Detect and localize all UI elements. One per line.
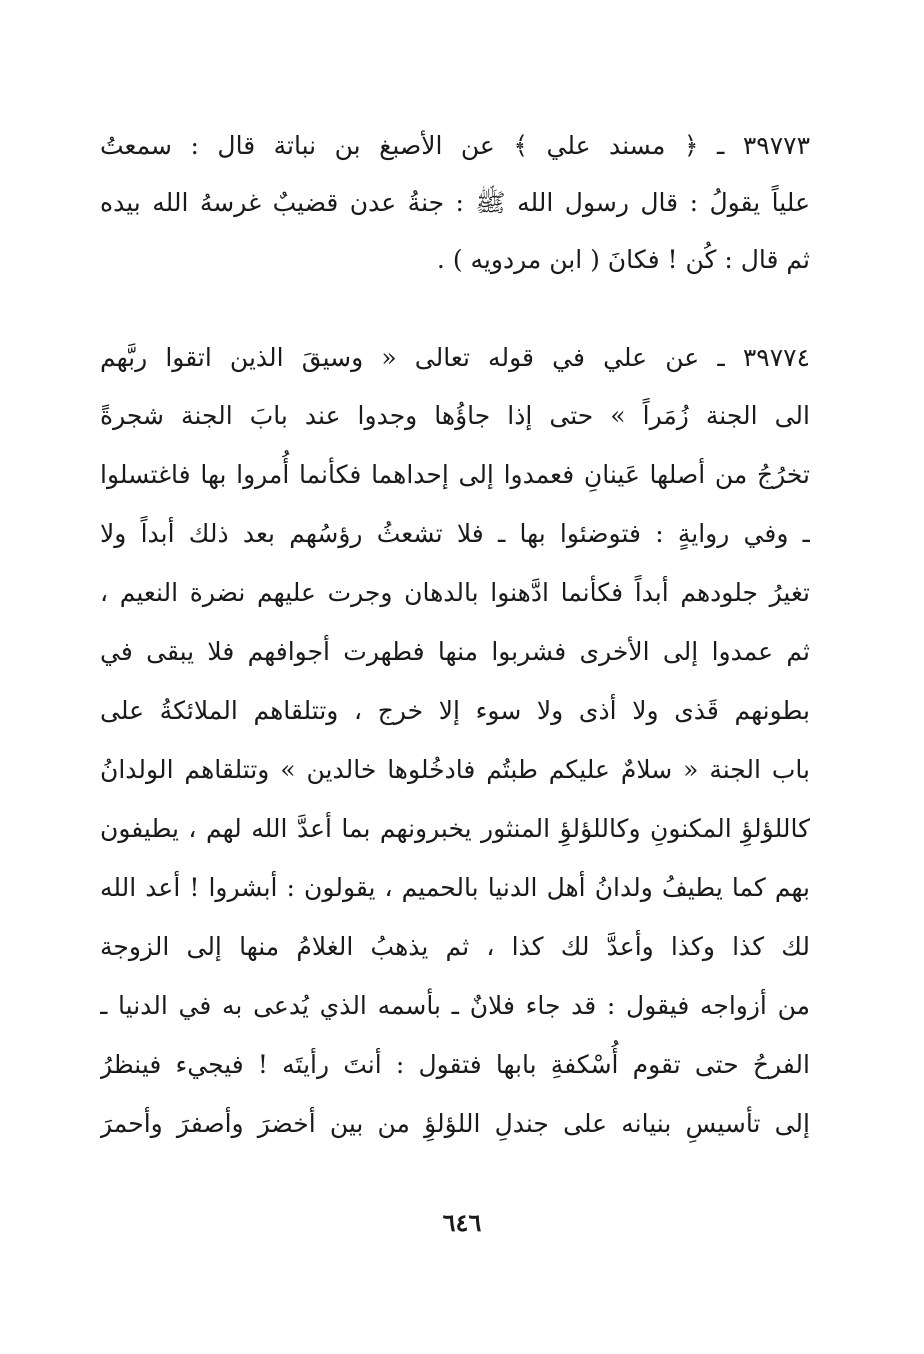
text-line: إلى تأسيسِ بنيانه على جندلِ اللؤلؤِ من بين أخضرَ وأصفرَ وأحمرَ bbox=[100, 1109, 810, 1138]
hadith-39774 bbox=[100, 328, 810, 1188]
text-line: علياً يقولُ : قال رسول الله ﷺ : جنةُ عدن قضيبٌ غرسهُ الله بيده bbox=[100, 188, 810, 217]
text-line: ٣٩٧٧٣ ـ ﴿ مسند علي ﴾ عن الأصبغ بن نباتة قال : سمعتُ bbox=[100, 131, 810, 160]
text-line: بطونهم قَذى ولا أذى ولا سوء إلا خرج ، وتتلقاهم الملائكةُ على bbox=[100, 696, 810, 725]
text-line: كاللؤلؤِ المكنونِ وكاللؤلؤِ المنثور يخبرونهم بما أعدَّ الله لهم ، يطيفون bbox=[100, 814, 810, 843]
hadith-39773 bbox=[100, 116, 810, 296]
text-line: تغيرُ جلودهم أبداً فكأنما ادَّهنوا بالدهان وجرت عليهم نضرة النعيم ، bbox=[100, 578, 810, 607]
text-line: الفرحُ حتى تقوم أُسْكفةِ بابها فتقول : أنتَ رأيتَه ! فيجيء فينظرُ bbox=[100, 1050, 810, 1079]
page-number: ٦٤٦ bbox=[442, 1208, 482, 1237]
text-line: ثم قال : كُن ! فكانَ ( ابن مردويه ) . bbox=[436, 245, 810, 274]
text-line: ـ وفي روايةٍ : فتوضئوا بها ـ فلا تشعثُ رؤسُهم بعد ذلك أبداً ولا bbox=[100, 519, 810, 548]
text-line: لك كذا وكذا وأعدَّ لك كذا ، ثم يذهبُ الغلامُ منها إلى الزوجة bbox=[100, 932, 810, 961]
text-line: بهم كما يطيفُ ولدانُ أهل الدنيا بالحميم ، يقولون : أبشروا ! أعد الله bbox=[100, 873, 810, 902]
text-line: من أزواجه فيقول : قد جاء فلانٌ ـ بأسمه الذي يُدعى به في الدنيا ـ bbox=[100, 991, 810, 1020]
text-line: تخرُجُ من أصلها عَينانِ فعمدوا إلى إحداهما فكأنما أُمروا بها فاغتسلوا bbox=[100, 460, 810, 489]
text-line: ٣٩٧٧٤ ـ عن علي في قوله تعالى « وسيقَ الذين اتقوا ربَّهم bbox=[100, 343, 810, 372]
text-line: الى الجنة زُمَراً » حتى إذا جاؤُها وجدوا عند بابَ الجنة شجرةً bbox=[100, 401, 810, 430]
text-line: باب الجنة « سلامٌ عليكم طبتُم فادخُلوها خالدين » وتتلقاهم الولدانُ bbox=[100, 755, 810, 784]
text-line: ثم عمدوا إلى الأخرى فشربوا منها فطهرت أجوافهم فلا يبقى في bbox=[100, 637, 810, 666]
